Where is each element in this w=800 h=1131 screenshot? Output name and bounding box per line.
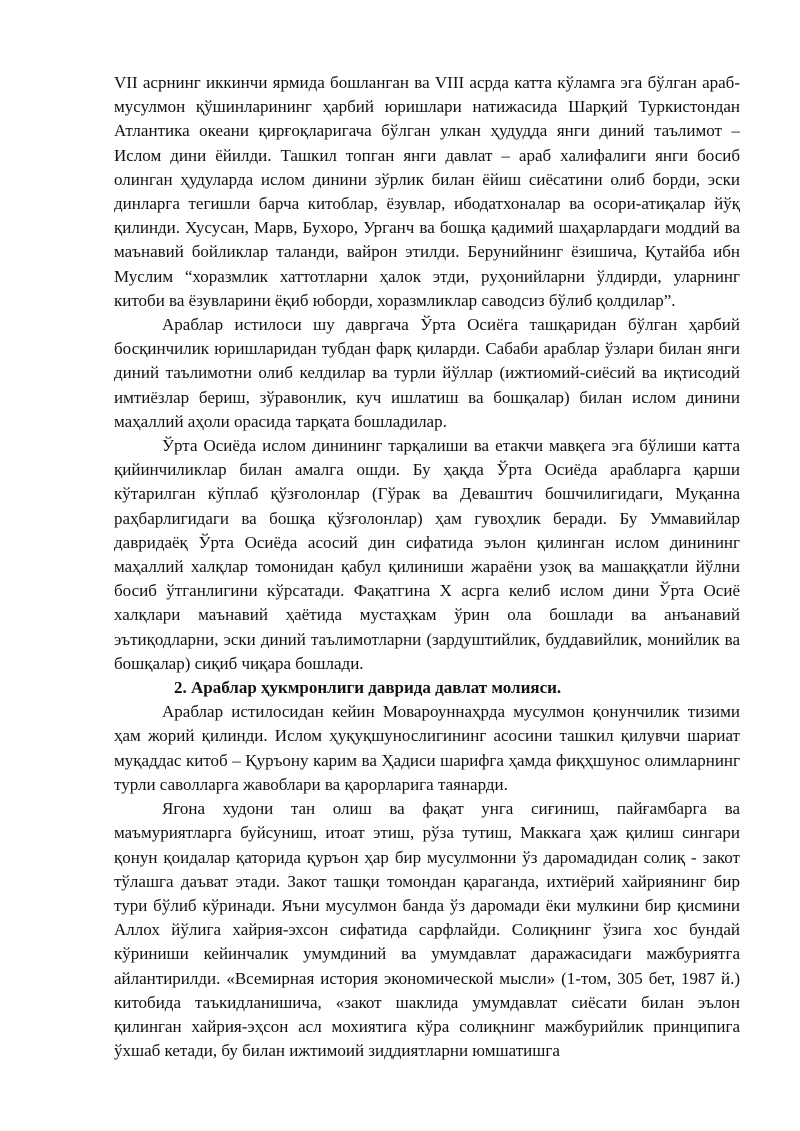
paragraph-zakat: Ягона худони тан олиш ва фақат унга сиғиниш, пайғамбарга ва маъмуриятларга буйсуниш, итоат этиш, рўза тутиш, Маккага ҳаж қилиш сингари қонун қоидалар қаторида қуръон ҳар бир мусулмонни ўз даромадидан солиқ - закот тўлашга даъват этади. Закот ташқи томондан қараганда, ихтиёрий хайриянинг бир тури бўлиб кўринади. Яъни мусулмон банда ўз даромади ёки мулкини бир қисмини Аллох йўлига хайрия-эхсон сифатида сарфлайди. Солиқнинг ўзига хос бундай кўриниши кейинчалик умумдиний ва умумдавлат даражасидаги мажбуриятга айлантирилди. «Всемирная история экономической мысли» (1-том, 305 бет, 1987 й.) китобида таъкидланишича, «закот шаклида умумдавлат сиёсати билан эълон қилинган хайрия-эҳсон асл мохиятига кўра солиқнинг мажбурийлик принципига ўхшаб кетади, бу билан ижтимоий зиддиятларни юмшатишга <box>114 799 740 1061</box>
paragraph-arab-invasion-difference: Араблар истилоси шу давргача Ўрта Осиёга ташқаридан бўлган ҳарбий босқинчилик юришларидан тубдан фарқ қиларди. Сабаби араблар ўзлари билан янги диний таълимотни олиб келдилар ва турли йўллар (ижтиомий-сиёсий ва иқтисодий имтиёзлар бериш, зўравонлик, куч ишлатиш ва бошқалар) билан ислом динини маҳаллий аҳоли орасида тарқата бошладилар. <box>114 315 740 431</box>
paragraph-sharia-system: Араблар истилосидан кейин Мовароуннаҳрда мусулмон қонунчилик тизими ҳам жорий қилинди. Ислом ҳуқуқшунослигининг асосини ташкил қилувчи шариат муқаддас китоб – Қуръону карим ва Ҳадиси шарифга ҳамда фиқҳшунос олимларнинг турли саволларга жавоблари ва қарорларига таянарди. <box>114 702 740 794</box>
document-page <box>114 71 740 1063</box>
paragraph-arab-conquest: VII асрнинг иккинчи ярмида бошланган ва VIII асрда катта кўламга эга бўлган араб-мусулмон қўшинларининг ҳарбий юришлари натижасида Шарқий Туркистондан Атлантика океани қирғоқларигача бўлган улкан ҳудудда янги диний таълимот – Ислом дини ёйилди. Ташкил топган янги давлат – араб халифалиги янги босиб олинган ҳудуларда ислом динини зўрлик билан ёйиш сиёсатини олиб борди, эски динларга тегишли барча китоблар, ёзувлар, ибодатхоналар ва осори-атиқалар йўқ қилинди. Хусусан, Марв, Бухоро, Урганч ва бошқа қадимий шаҳарлардаги моддий ва маънавий бойликлар таланди, вайрон этилди. Берунийнинг ёзишича, Қутайба ибн Муслим “хоразмлик хаттотларни ҳалок этди, руҳонийларни ўлдирди, уларнинг китоби ва ёзувларини ёқиб юборди, хоразмликлар саводсиз бўлиб қолдилар”. <box>114 73 740 310</box>
section-heading: 2. Араблар ҳукмронлиги даврида давлат молияси. <box>174 678 562 698</box>
paragraph-islam-spread: Ўрта Осиёда ислом динининг тарқалиши ва етакчи мавқега эга бўлиши катта қийинчиликлар билан амалга ошди. Бу ҳақда Ўрта Осиёда арабларга қарши кўтарилган кўплаб қўзғолонлар (Гўрак ва Деваштич бошчилигидаги, Муқанна раҳбарлигидаги ва бошқа қўзғолонлар) ҳам гувоҳлик беради. Бу Уммавийлар давридаёқ Ўрта Осиёда асосий дин сифатида эълон қилинган ислом динининг маҳаллий халқлар томонидан қабул қилиниши жараёни узоқ ва машаққатли йўлни босиб ўтганлигини кўрсатади. Фақатгина X асрга келиб ислом дини Ўрта Осиё халқлари маънавий ҳаётида мустаҳкам ўрин ола бошлади ва анъанавий эътиқодларни, эски диний таълимотларни (зардуштийлик, буддавийлик, монийлик ва бошқалар) сиқиб чиқара бошлади. <box>114 436 740 673</box>
